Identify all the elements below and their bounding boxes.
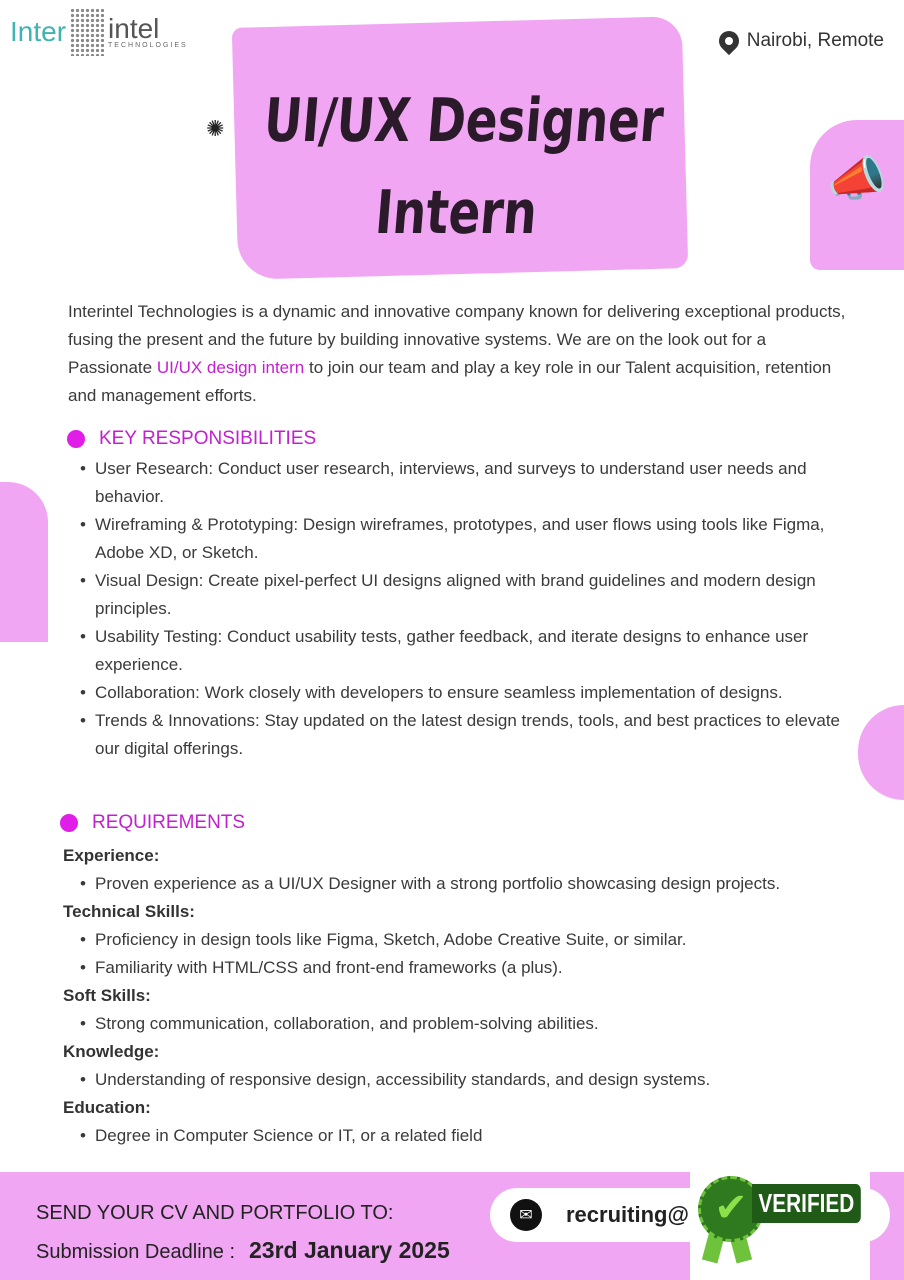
location-pin-icon xyxy=(715,27,743,55)
checkmark-seal-icon: ✔ xyxy=(698,1176,764,1242)
heading-text: REQUIREMENTS xyxy=(92,812,246,833)
logo-text-intel: intel xyxy=(108,12,160,44)
requirement-item: • Proficiency in design tools like Figma, Sketch, Adobe Creative Suite, or similar. xyxy=(80,926,893,954)
logo-subtext: TECHNOLOGIES xyxy=(108,41,188,49)
deadline xyxy=(36,1237,450,1264)
company-logo xyxy=(10,8,188,56)
requirement-group-items xyxy=(63,1066,893,1094)
requirement-group-label: Soft Skills: xyxy=(63,986,151,1005)
bullet-dot-icon xyxy=(67,430,85,448)
location xyxy=(719,30,884,52)
bullet-dot-icon xyxy=(60,814,78,832)
responsibility-item: • Trends & Innovations: Stay updated on the latest design trends, tools, and best practices to elevate our digital offerings. xyxy=(80,707,850,763)
requirement-group-items xyxy=(63,926,893,982)
page-title xyxy=(250,75,671,259)
responsibilities-list xyxy=(80,455,850,763)
intro-text-end: to join our team and play a key role in our Talent acquisition, retention and management efforts. xyxy=(68,358,832,405)
requirement-item: • Understanding of responsive design, accessibility standards, and design systems. xyxy=(80,1066,893,1094)
title-line-2: Intern xyxy=(372,178,540,248)
company-intro xyxy=(68,298,848,410)
requirement-group-label: Experience: xyxy=(63,846,160,865)
logo-text-inter: Inter xyxy=(10,16,67,47)
requirement-group-label: Education: xyxy=(63,1098,151,1117)
location-text: Nairobi, Remote xyxy=(746,30,884,51)
deadline-date: 23rd January 2025 xyxy=(249,1237,450,1263)
verified-label: VERIFIED xyxy=(752,1184,861,1223)
logo-dots-icon xyxy=(70,8,104,56)
responsibility-item: • Wireframing & Prototyping: Design wireframes, prototypes, and user flows using tools like Figma, Adobe XD, or Sketch. xyxy=(80,511,850,567)
mail-icon: ✉ xyxy=(510,1199,542,1231)
megaphone-decoration-icon xyxy=(0,482,48,642)
send-cv-label: SEND YOUR CV AND PORTFOLIO TO: xyxy=(36,1202,394,1224)
responsibility-item: • Visual Design: Create pixel-perfect UI designs aligned with brand guidelines and modern design principles. xyxy=(80,567,850,623)
responsibility-item: • Usability Testing: Conduct usability tests, gather feedback, and iterate designs to enhance user experience. xyxy=(80,623,850,679)
requirements-list xyxy=(63,842,893,1150)
requirement-group-items xyxy=(63,870,893,898)
email-link[interactable]: recruiting@ xyxy=(566,1202,689,1227)
sparkle-icon: ✺ xyxy=(206,116,225,141)
requirement-group-items xyxy=(63,1010,893,1038)
heading-text: KEY RESPONSIBILITIES xyxy=(99,428,317,449)
requirement-group-items xyxy=(63,1122,893,1150)
requirement-item: • Familiarity with HTML/CSS and front-end frameworks (a plus). xyxy=(80,954,893,982)
megaphone-decoration-icon xyxy=(858,705,904,800)
requirements-heading xyxy=(60,812,245,834)
deadline-label: Submission Deadline : xyxy=(36,1241,235,1263)
responsibility-item: • User Research: Conduct user research, interviews, and surveys to understand user needs and behavior. xyxy=(80,455,850,511)
responsibility-item: • Collaboration: Work closely with developers to ensure seamless implementation of designs. xyxy=(80,679,850,707)
responsibilities-heading xyxy=(67,428,316,450)
requirement-item: • Strong communication, collaboration, and problem-solving abilities. xyxy=(80,1010,893,1038)
requirement-item: • Proven experience as a UI/UX Designer with a strong portfolio showcasing design projects. xyxy=(80,870,893,898)
intro-highlight: UI/UX design intern xyxy=(156,358,305,377)
intro-text: Interintel Technologies is a dynamic and innovative company known for delivering exceptional products, fusing the present and the future by building innovative systems. We are on the look out for a Passionate xyxy=(68,302,846,377)
verified-badge xyxy=(690,1172,870,1280)
title-line-1: UI/UX Designer xyxy=(261,86,667,156)
requirement-group-label: Knowledge: xyxy=(63,1042,160,1061)
megaphone-decoration-icon: 📣 xyxy=(810,120,904,270)
requirement-group-label: Technical Skills: xyxy=(63,902,195,921)
requirement-item: • Degree in Computer Science or IT, or a related field xyxy=(80,1122,893,1150)
